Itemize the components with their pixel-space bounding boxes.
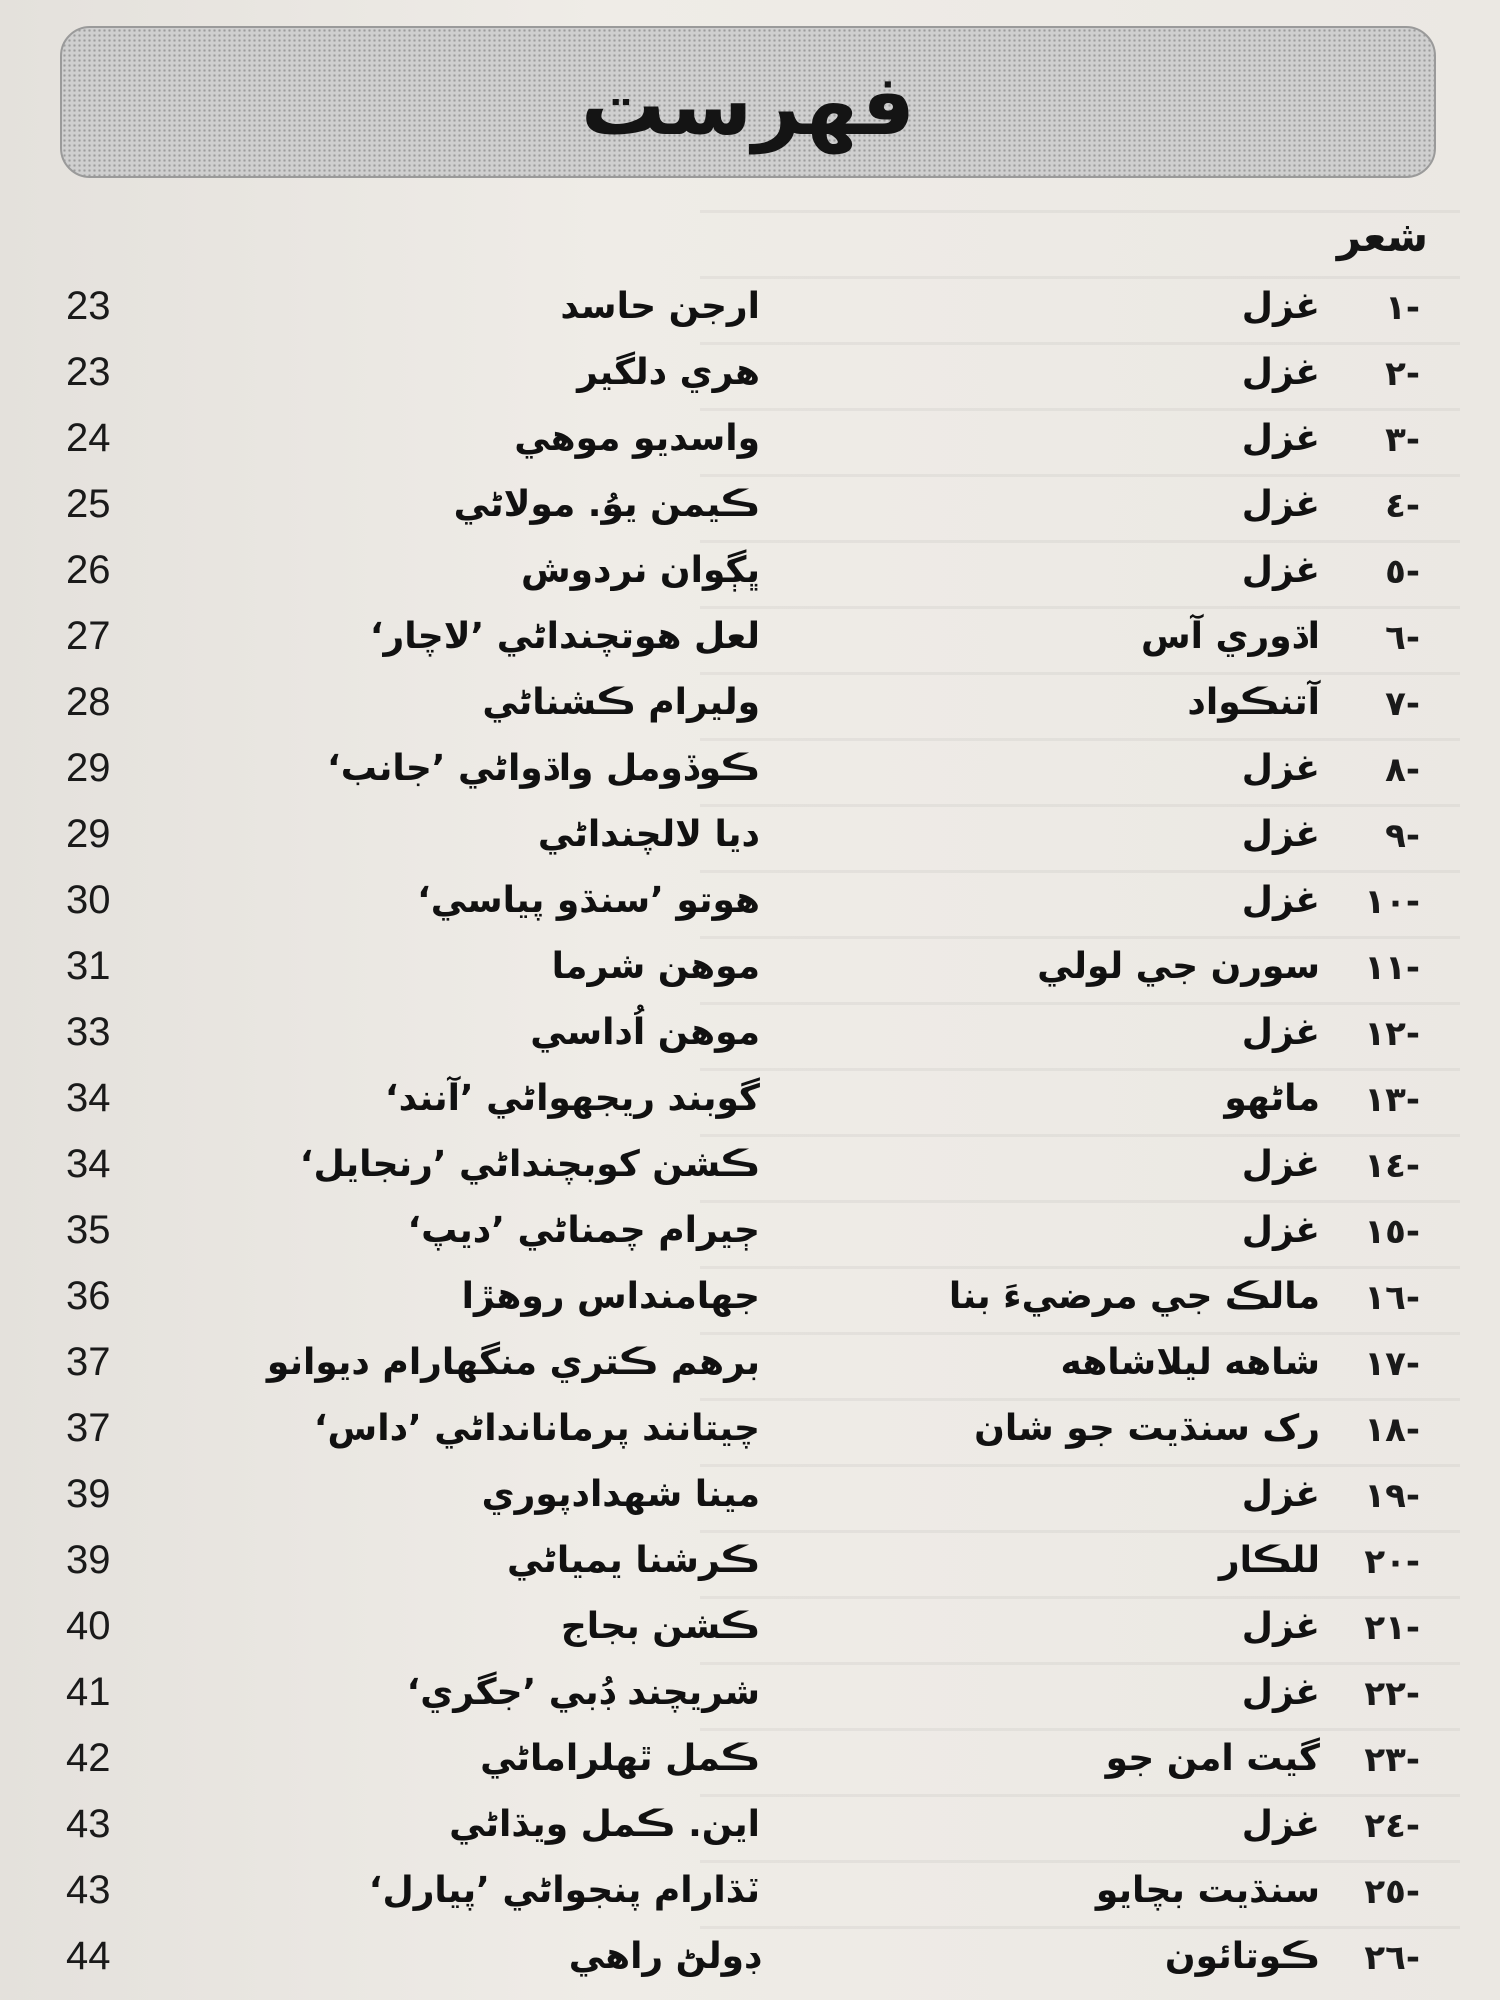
- entry-title: اڌوري آس: [1140, 616, 1320, 657]
- entry-title: غزل: [1241, 550, 1320, 591]
- entry-title: غزل: [1241, 1210, 1320, 1251]
- entry-page-number: 41: [66, 1670, 111, 1714]
- entry-page-number: 39: [66, 1472, 111, 1516]
- entry-title: غزل: [1241, 1012, 1320, 1053]
- toc-row: [0, 1138, 1500, 1204]
- entry-page-number: 25: [66, 482, 111, 526]
- entry-title: غزل: [1241, 1804, 1320, 1845]
- entry-number: -٢٥: [1364, 1872, 1420, 1912]
- entry-author: ڪرشنا يمياڻي: [506, 1540, 760, 1581]
- toc-row: [0, 1864, 1500, 1930]
- toc-row: [0, 1600, 1500, 1666]
- toc-row: [0, 1402, 1500, 1468]
- toc-row: [0, 940, 1500, 1006]
- entry-author: واسديو موهي: [514, 418, 760, 459]
- entry-page-number: 39: [66, 1538, 111, 1582]
- entry-page-number: 34: [66, 1076, 111, 1120]
- toc-row: [0, 1798, 1500, 1864]
- table-of-contents: [0, 280, 1500, 1996]
- entry-number: -٧: [1385, 684, 1420, 724]
- entry-page-number: 23: [66, 350, 111, 394]
- toc-row: [0, 412, 1500, 478]
- toc-row: [0, 742, 1500, 808]
- toc-row: [0, 1006, 1500, 1072]
- entry-page-number: 29: [66, 746, 111, 790]
- entry-author: ڪشن کوبچنداڻي ’رنجايل‘: [299, 1144, 760, 1185]
- title-banner: [60, 26, 1436, 178]
- entry-page-number: 34: [66, 1142, 111, 1186]
- entry-number: -٢٣: [1364, 1740, 1420, 1780]
- entry-title: مالڪ جي مرضيءَ بنا: [948, 1276, 1320, 1317]
- entry-number: -٢: [1385, 354, 1420, 394]
- toc-row: [0, 610, 1500, 676]
- entry-author: ڄيرام چمناڻي ’ديپ‘: [407, 1210, 760, 1251]
- entry-author: گوبند ريجهواڻي ’آنند‘: [384, 1078, 760, 1119]
- entry-page-number: 33: [66, 1010, 111, 1054]
- entry-title: غزل: [1241, 1672, 1320, 1713]
- toc-row: [0, 1204, 1500, 1270]
- entry-number: -١٠: [1364, 882, 1420, 922]
- toc-row: [0, 676, 1500, 742]
- entry-number: -٤: [1385, 486, 1420, 526]
- entry-number: -٨: [1385, 750, 1420, 790]
- entry-title: سورن جي لولي: [1037, 946, 1320, 987]
- toc-row: [0, 544, 1500, 610]
- entry-page-number: 43: [66, 1802, 111, 1846]
- entry-author: ارجن حاسد: [560, 286, 760, 327]
- entry-number: -١٤: [1364, 1146, 1420, 1186]
- entry-title: غزل: [1241, 418, 1320, 459]
- toc-row: [0, 1072, 1500, 1138]
- toc-row: [0, 808, 1500, 874]
- entry-title: غزل: [1241, 814, 1320, 855]
- entry-title: آتنڪواد: [1187, 682, 1320, 723]
- entry-page-number: 43: [66, 1868, 111, 1912]
- page-title: فهرست: [580, 56, 916, 154]
- entry-title: غزل: [1241, 484, 1320, 525]
- entry-page-number: 37: [66, 1340, 111, 1384]
- entry-author: چيتانند پرمانانداڻي ’داس‘: [313, 1408, 760, 1449]
- entry-author: لعل هوتچنداڻي ’لاچار‘: [369, 616, 760, 657]
- toc-row: [0, 478, 1500, 544]
- entry-number: -١١: [1364, 948, 1420, 988]
- entry-title: ماڻهو: [1224, 1078, 1320, 1119]
- entry-title: رک سنڌيت جو شان: [974, 1408, 1320, 1449]
- entry-author: مينا شهدادپوري: [481, 1474, 760, 1515]
- toc-row: [0, 1336, 1500, 1402]
- entry-title: غزل: [1241, 352, 1320, 393]
- entry-page-number: 40: [66, 1604, 111, 1648]
- entry-page-number: 30: [66, 878, 111, 922]
- entry-page-number: 24: [66, 416, 111, 460]
- entry-number: -١٩: [1364, 1476, 1420, 1516]
- entry-title: غزل: [1241, 1474, 1320, 1515]
- entry-page-number: 29: [66, 812, 111, 856]
- entry-number: -١٢: [1364, 1014, 1420, 1054]
- entry-page-number: 27: [66, 614, 111, 658]
- entry-title: غزل: [1241, 880, 1320, 921]
- entry-number: -٢٦: [1364, 1938, 1420, 1978]
- toc-row: [0, 1534, 1500, 1600]
- entry-page-number: 36: [66, 1274, 111, 1318]
- entry-number: -٢٢: [1364, 1674, 1420, 1714]
- entry-author: ديا لالچنداڻي: [537, 814, 760, 855]
- entry-number: -٢٠: [1364, 1542, 1420, 1582]
- entry-title: غزل: [1241, 748, 1320, 789]
- entry-title: للڪار: [1218, 1540, 1320, 1581]
- toc-row: [0, 346, 1500, 412]
- toc-row: [0, 1468, 1500, 1534]
- entry-page-number: 23: [66, 284, 111, 328]
- entry-author: وليرام ڪشناڻي: [482, 682, 760, 723]
- toc-row: [0, 874, 1500, 940]
- toc-row: [0, 280, 1500, 346]
- entry-title: شاهه ليلاشاهه: [1060, 1342, 1320, 1383]
- entry-author: هوتو ’سنڌو پياسي‘: [417, 880, 760, 921]
- toc-row: [0, 1270, 1500, 1336]
- toc-row: [0, 1732, 1500, 1798]
- entry-number: -٣: [1385, 420, 1420, 460]
- entry-page-number: 37: [66, 1406, 111, 1450]
- entry-title: سنڌيت بچايو: [1095, 1870, 1320, 1911]
- entry-page-number: 35: [66, 1208, 111, 1252]
- entry-title: غزل: [1241, 1606, 1320, 1647]
- entry-author: شريچند ڊُبي ’جگري‘: [406, 1672, 760, 1713]
- entry-author: موهن اُداسي: [530, 1012, 760, 1053]
- entry-title: غزل: [1241, 286, 1320, 327]
- entry-number: -٩: [1385, 816, 1420, 856]
- entry-number: -٢٤: [1364, 1806, 1420, 1846]
- entry-number: -١٧: [1364, 1344, 1420, 1384]
- entry-author: هري دلگير: [577, 352, 760, 393]
- entry-number: -١٨: [1364, 1410, 1420, 1450]
- entry-number: -١: [1385, 288, 1420, 328]
- entry-author: ڀڳوان نردوش: [520, 550, 760, 591]
- entry-author: ڪوڏومل واڌواڻي ’جانب‘: [327, 748, 760, 789]
- entry-number: -٢١: [1364, 1608, 1420, 1648]
- entry-title: ڪوتائون: [1164, 1936, 1320, 1977]
- entry-author: ڪيمن يوُ. مولاڻي: [453, 484, 760, 525]
- entry-author: ڊولڻ راهي: [568, 1936, 760, 1977]
- entry-author: جهامنداس روهڙا: [461, 1276, 760, 1317]
- toc-row: [0, 1666, 1500, 1732]
- entry-page-number: 44: [66, 1934, 111, 1978]
- entry-number: -١٣: [1364, 1080, 1420, 1120]
- section-label: شعر: [1336, 212, 1428, 261]
- entry-number: -١٥: [1364, 1212, 1420, 1252]
- entry-author: اين. ڪمل ويڌاڻي: [449, 1804, 760, 1845]
- entry-author: ڪشن بجاج: [560, 1606, 760, 1647]
- entry-page-number: 28: [66, 680, 111, 724]
- entry-number: -٥: [1385, 552, 1420, 592]
- entry-page-number: 26: [66, 548, 111, 592]
- entry-title: گيت امن جو: [1105, 1738, 1320, 1779]
- entry-number: -١٦: [1364, 1278, 1420, 1318]
- entry-title: غزل: [1241, 1144, 1320, 1185]
- entry-author: ڪمل ٿهلراماڻي: [480, 1738, 760, 1779]
- entry-author: موهن شرما: [551, 946, 760, 987]
- entry-number: -٦: [1385, 618, 1420, 658]
- entry-page-number: 42: [66, 1736, 111, 1780]
- toc-row: [0, 1930, 1500, 1996]
- entry-page-number: 31: [66, 944, 111, 988]
- entry-author: برهم ڪتري منگهارام ديوانو: [266, 1342, 760, 1383]
- entry-author: ٽڌارام پنجواڻي ’پيارل‘: [368, 1870, 760, 1911]
